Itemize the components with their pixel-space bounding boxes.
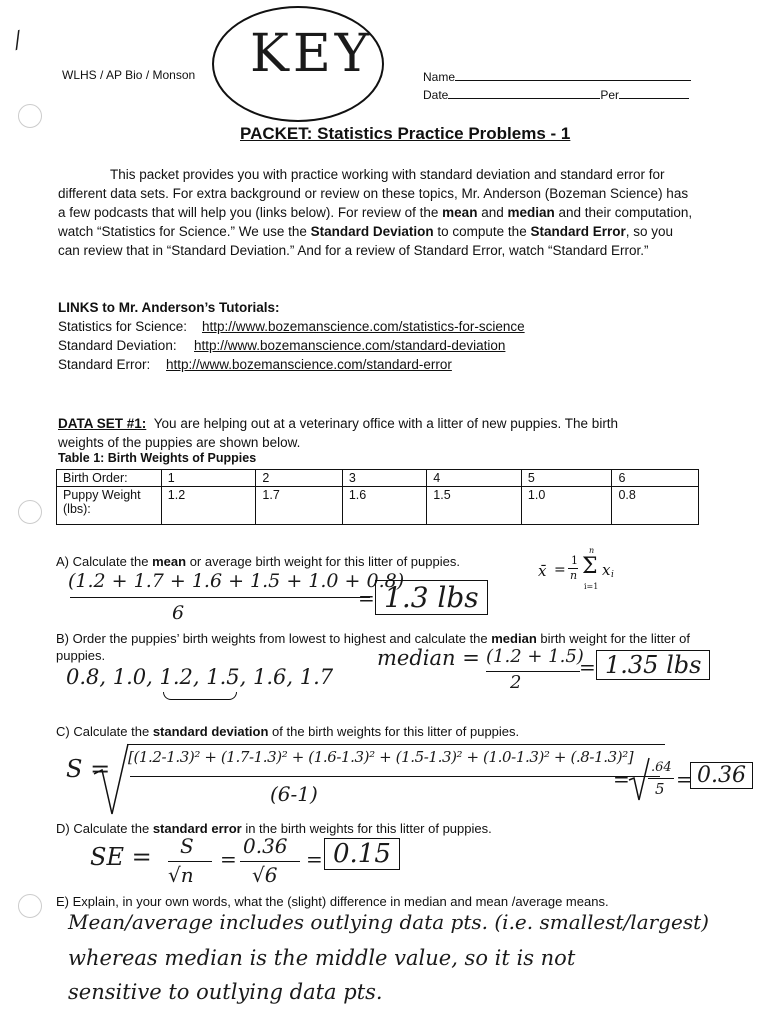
answer-a-fraction-bar xyxy=(70,597,370,598)
answer-c-result: 0.36 xyxy=(690,762,753,789)
answer-c-radical-bar xyxy=(127,744,665,745)
dataset-description: DATA SET #1: You are helping out at a veterinary office with a litter of new puppies. The birth weights of the puppies are shown below. xyxy=(58,416,619,450)
link-row-stdev: Standard Deviation: http://www.bozemanscience.com/standard-deviation xyxy=(58,338,506,353)
table-cell: 0.8 xyxy=(612,487,699,525)
table-cell: 1.6 xyxy=(342,487,426,525)
answer-c-frac-num: .64 xyxy=(651,760,672,775)
table-cell: 1.2 xyxy=(161,487,256,525)
date-field[interactable] xyxy=(423,88,689,102)
answer-c-radical xyxy=(92,740,132,820)
answer-b-middle-bracket xyxy=(163,692,237,700)
answer-d-se-label: SE = xyxy=(90,843,152,871)
table-cell: 1.7 xyxy=(256,487,342,525)
course-label: WLHS / AP Bio / Monson xyxy=(62,68,196,82)
table-cell: 4 xyxy=(427,470,522,487)
link-standard-error[interactable]: http://www.bozemanscience.com/standard-error xyxy=(166,357,452,372)
table-cell: 5 xyxy=(521,470,612,487)
question-e: E) Explain, in your own words, what the (slight) difference in median and mean /average means. xyxy=(56,894,609,909)
intro-paragraph: This packet provides you with practice working with standard deviation and standard error for different data sets. For extra background or review on these topics, Mr. Anderson (Bozeman Science) has a few podcasts that will help you (links below). For review of the mean and median and their computation, watch “Statistics for Science.” We use the Standard Deviation to compute the Standard Error, so you can review that in “Standard Deviation.” And for a review of Standard Error, watch “Standard Error.” xyxy=(58,167,693,258)
mean-formula: x̄ = 1 n n Σ i=1 x i xyxy=(538,546,614,591)
answer-d-root-n: √n xyxy=(168,863,194,887)
question-d: D) Calculate the standard error in the birth weights for this litter of puppies. xyxy=(56,821,492,836)
answer-d-equals-2: = xyxy=(306,847,323,871)
answer-b-equals: = xyxy=(579,655,596,679)
table-cell: 1.5 xyxy=(427,487,522,525)
table-caption: Table 1: Birth Weights of Puppies xyxy=(58,451,257,465)
question-b: B) Order the puppies’ birth weights from lowest to highest and calculate the median birth weight for the litter of puppies. xyxy=(56,631,690,663)
answer-d-fraction-bar-1 xyxy=(168,861,212,862)
answer-c-small-radical xyxy=(628,756,650,802)
link-row-sterr: Standard Error: http://www.bozemanscience.com/standard-error xyxy=(58,357,452,372)
pen-tick-mark: / xyxy=(9,27,26,54)
answer-d-s: S xyxy=(180,834,194,858)
link-standard-deviation[interactable]: http://www.bozemanscience.com/standard-deviation xyxy=(194,338,506,353)
table-row xyxy=(57,470,699,487)
answer-e-line-3: sensitive to outlying data pts. xyxy=(68,980,383,1004)
per-label: Per xyxy=(600,88,620,102)
answer-a-result: 1.3 lbs xyxy=(375,580,488,615)
birth-weights-table xyxy=(56,469,699,525)
table-row xyxy=(57,487,699,525)
date-label: Date xyxy=(423,88,449,102)
answer-d-equals-1: = xyxy=(220,847,237,871)
link-row-statistics: Statistics for Science: http://www.bozemanscience.com/statistics-for-science xyxy=(58,319,525,334)
answer-a-equals: = xyxy=(358,586,375,610)
answer-b-numerator: (1.2 + 1.5) xyxy=(486,646,584,667)
answer-c-s-label: S = xyxy=(66,755,111,783)
answer-e-line-1: Mean/average includes outlying data pts. (i.e. smallest/largest) xyxy=(68,910,709,934)
answer-c-frac-den: 5 xyxy=(655,780,665,798)
answer-d-fraction-bar-2 xyxy=(240,861,300,862)
page-title: PACKET: Statistics Practice Problems - 1 xyxy=(240,124,571,143)
answer-c-small-fraction-bar xyxy=(648,778,674,779)
answer-a-numerator: (1.2 + 1.7 + 1.6 + 1.5 + 1.0 + 0.8) xyxy=(68,570,405,592)
answer-a-denominator: 6 xyxy=(172,602,185,624)
table-header-cell: Puppy Weight (lbs): xyxy=(57,487,162,525)
answer-e-line-2: whereas median is the middle value, so it is not xyxy=(68,946,576,970)
answer-c-numerator: [(1.2-1.3)² + (1.7-1.3)² + (1.6-1.3)² + (1.5-1.3)² + (1.0-1.3)² + (.8-1.3)²] xyxy=(128,748,634,766)
question-c: C) Calculate the standard deviation of the birth weights for this litter of puppies. xyxy=(56,724,520,739)
question-a: A) Calculate the mean or average birth weight for this litter of puppies. xyxy=(56,554,460,569)
key-mark: KEY xyxy=(250,24,374,84)
answer-c-equals: = xyxy=(613,767,630,791)
table-cell: 6 xyxy=(612,470,699,487)
answer-c-fraction-bar xyxy=(130,776,660,777)
name-label: Name xyxy=(423,70,456,84)
table-cell: 1 xyxy=(161,470,256,487)
answer-d-value: 0.36 xyxy=(243,834,288,858)
answer-b-ordered: 0.8, 1.0, 1.2, 1.5, 1.6, 1.7 xyxy=(66,665,334,689)
answer-b-median-label: median = xyxy=(377,646,480,670)
answer-d-root-6: √6 xyxy=(252,863,278,887)
table-cell: 1.0 xyxy=(521,487,612,525)
links-heading: LINKS to Mr. Anderson’s Tutorials: xyxy=(58,300,280,315)
table-cell: 2 xyxy=(256,470,342,487)
answer-b-fraction-bar xyxy=(486,671,580,672)
answer-d-result: 0.15 xyxy=(324,838,400,870)
punch-hole xyxy=(18,894,42,918)
answer-b-denominator: 2 xyxy=(510,672,522,693)
table-header-cell: Birth Order: xyxy=(57,470,162,487)
answer-b-result: 1.35 lbs xyxy=(596,650,710,680)
punch-hole xyxy=(18,500,42,524)
answer-c-denominator: (6-1) xyxy=(270,782,318,806)
punch-hole xyxy=(18,104,42,128)
answer-c-equals-2: = xyxy=(676,767,693,791)
name-field[interactable] xyxy=(423,70,691,84)
table-cell: 3 xyxy=(342,470,426,487)
link-statistics-for-science[interactable]: http://www.bozemanscience.com/statistics-for-science xyxy=(202,319,525,334)
